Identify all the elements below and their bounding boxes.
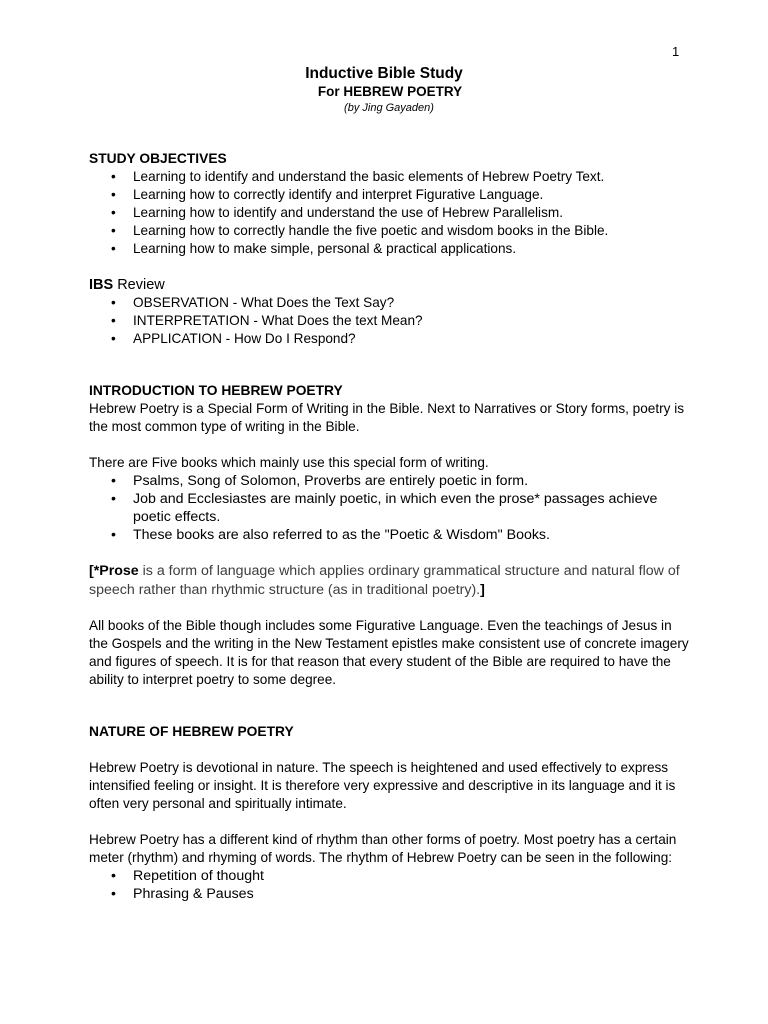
list-item-text: Phrasing & Pauses <box>133 886 254 902</box>
list-item <box>89 885 689 903</box>
list-item <box>89 490 689 526</box>
ibs-list <box>89 294 689 348</box>
list-item <box>89 526 689 544</box>
objectives-heading: STUDY OBJECTIVES <box>89 151 227 166</box>
bullet-icon: • <box>111 295 116 310</box>
bullet-icon: • <box>111 527 116 543</box>
note-open-bracket: [ <box>89 563 94 579</box>
note-text: is a form of language which applies ordinary grammatical structure and natural flow of speech rather than rhythmic structure (as in traditional poetry). <box>89 563 680 598</box>
document-title: Inductive Bible Study <box>305 65 463 82</box>
list-item-text: Learning how to make simple, personal & practical applications. <box>133 241 517 256</box>
poetic-books-list <box>89 472 689 544</box>
bullet-icon: • <box>111 169 116 184</box>
bullet-icon: • <box>111 313 116 328</box>
intro-paragraph-1: Hebrew Poetry is a Special Form of Writing in the Bible. Next to Narratives or Story forms, poetry is the most common type of writing in the Bible. <box>89 401 685 434</box>
rhythm-list <box>89 867 689 903</box>
list-item <box>89 186 689 204</box>
page-number: 1 <box>672 44 680 59</box>
bullet-icon: • <box>111 491 116 507</box>
list-item <box>89 222 689 240</box>
nature-heading: NATURE OF HEBREW POETRY <box>89 724 294 739</box>
title-block <box>0 64 768 116</box>
list-item <box>89 867 689 885</box>
intro-paragraph-3: All books of the Bible though includes some Figurative Language. Even the teachings of Jesus in the Gospels and the writing in the New Testament epistles make consistent use of concrete imagery and figures of speech. It is for that reason that every student of the Bible are required to have the ability to interpret poetry to some degree. <box>89 618 689 687</box>
intro-heading: INTRODUCTION TO HEBREW POETRY <box>89 383 343 398</box>
ibs-label-rest: Review <box>113 277 165 293</box>
objectives-list <box>89 168 689 258</box>
list-item-text: Psalms, Song of Solomon, Proverbs are entirely poetic in form. <box>133 473 529 489</box>
note-close-bracket: ] <box>480 581 485 598</box>
list-item-text: Learning to identify and understand the basic elements of Hebrew Poetry Text. <box>133 169 605 184</box>
ibs-heading <box>89 276 689 294</box>
list-item-text: APPLICATION - How Do I Respond? <box>133 331 356 346</box>
bullet-icon: • <box>111 886 116 902</box>
list-item-text: INTERPRETATION - What Does the text Mean? <box>133 313 423 328</box>
bullet-icon: • <box>111 868 116 884</box>
document-subtitle: For HEBREW POETRY <box>317 84 463 99</box>
list-item-text: OBSERVATION - What Does the Text Say? <box>133 295 395 310</box>
ibs-label-bold: IBS <box>89 277 114 293</box>
bullet-icon: • <box>111 331 116 346</box>
document-body <box>89 150 689 903</box>
bullet-icon: • <box>111 205 116 220</box>
prose-footnote <box>89 562 689 599</box>
document-byline: (by Jing Gayaden) <box>344 102 434 114</box>
list-item-text: Job and Ecclesiastes are mainly poetic, in which even the prose* passages achieve poetic effects. <box>133 491 658 525</box>
list-item <box>89 330 689 348</box>
list-item <box>89 204 689 222</box>
list-item <box>89 312 689 330</box>
list-item-text: Repetition of thought <box>133 868 264 884</box>
list-item-text: These books are also referred to as the "Poetic & Wisdom" Books. <box>133 527 550 543</box>
intro-paragraph-2: There are Five books which mainly use this special form of writing. <box>89 455 489 470</box>
list-item-text: Learning how to identify and understand the use of Hebrew Parallelism. <box>133 205 563 220</box>
bullet-icon: • <box>111 187 116 202</box>
list-item-text: Learning how to correctly handle the five poetic and wisdom books in the Bible. <box>133 223 609 238</box>
list-item-text: Learning how to correctly identify and interpret Figurative Language. <box>133 187 544 202</box>
nature-paragraph-2: Hebrew Poetry has a different kind of rhythm than other forms of poetry. Most poetry has a certain meter (rhythm) and rhyming of words. The rhythm of Hebrew Poetry can be seen in the following: <box>89 832 677 865</box>
nature-paragraph-1: Hebrew Poetry is devotional in nature. The speech is heightened and used effectively to express intensified feeling or insight. It is therefore very expressive and descriptive in its language and it is often very personal and spiritually intimate. <box>89 760 676 811</box>
list-item <box>89 168 689 186</box>
list-item <box>89 472 689 490</box>
list-item <box>89 294 689 312</box>
note-prose-term: *Prose <box>93 563 139 579</box>
bullet-icon: • <box>111 241 116 256</box>
bullet-icon: • <box>111 473 116 489</box>
bullet-icon: • <box>111 223 116 238</box>
list-item <box>89 240 689 258</box>
